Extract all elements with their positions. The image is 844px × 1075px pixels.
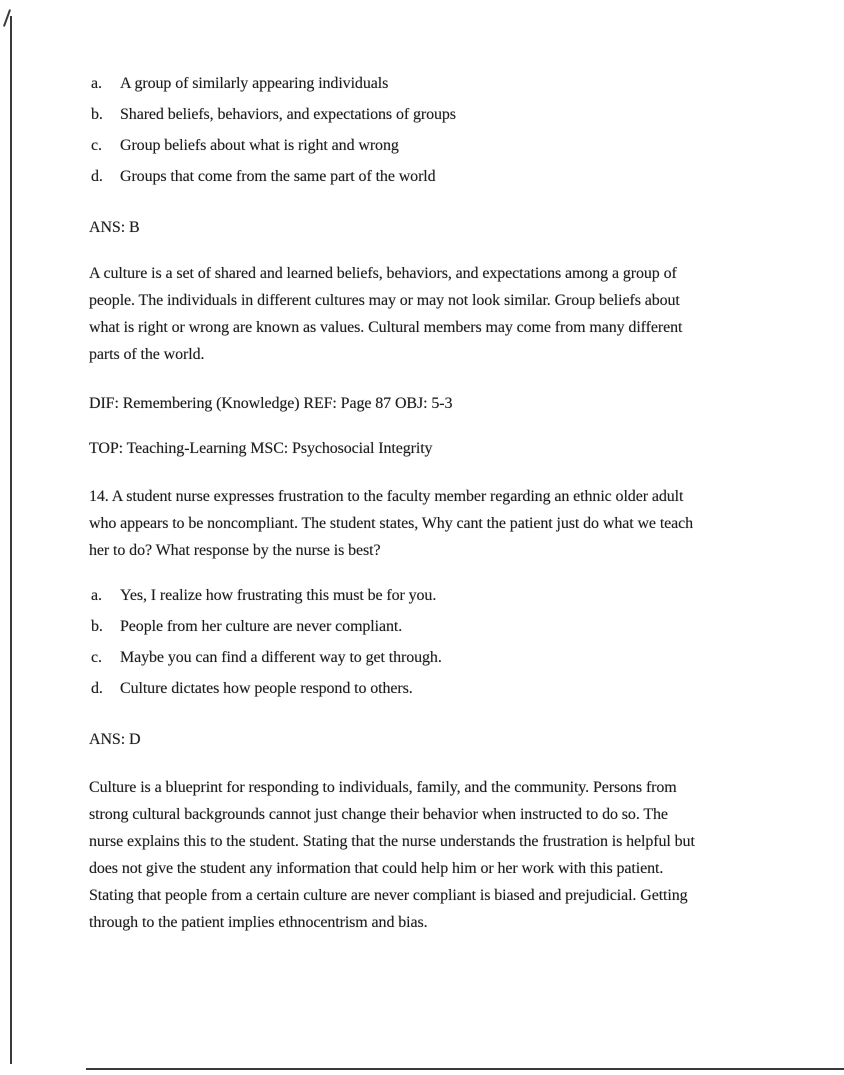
option-marker: a. — [91, 75, 102, 92]
rationale-line: parts of the world. — [89, 346, 205, 363]
option-text: People from her culture are never compliant. — [120, 618, 403, 635]
rationale-line: through to the patient implies ethnocentrism and bias. — [89, 914, 428, 931]
option-row-a — [91, 70, 819, 97]
option-text: Group beliefs about what is right and wrong — [120, 137, 399, 154]
option-row-c — [91, 644, 819, 671]
option-row-c — [91, 132, 819, 159]
scan-artifact-left-border — [10, 16, 12, 1064]
option-row-d — [91, 163, 819, 190]
document-content — [89, 70, 819, 936]
rationale-q14 — [89, 774, 819, 936]
question-14-options — [89, 582, 819, 702]
stem-line: who appears to be noncompliant. The student states, Why cant the patient just do what we teach — [89, 515, 694, 532]
rationale-q13 — [89, 260, 819, 368]
option-marker: d. — [91, 168, 103, 185]
option-marker: b. — [91, 106, 103, 123]
option-text: Culture dictates how people respond to others. — [120, 680, 413, 697]
option-row-b — [91, 101, 819, 128]
option-row-d — [91, 675, 819, 702]
rationale-line: nurse explains this to the student. Stating that the nurse understands the frustration is helpful but — [89, 833, 695, 850]
top-msc-line: TOP: Teaching-Learning MSC: Psychosocial Integrity — [89, 440, 433, 457]
rationale-line: people. The individuals in different cultures may or may not look similar. Group beliefs about — [89, 292, 680, 309]
option-text: A group of similarly appearing individuals — [120, 75, 389, 92]
answer-line-q13: ANS: B — [89, 219, 140, 236]
stem-line: her to do? What response by the nurse is best? — [89, 542, 381, 559]
answer-line-q14: ANS: D — [89, 731, 141, 748]
option-marker: b. — [91, 618, 103, 635]
option-text: Maybe you can find a different way to get through. — [120, 649, 442, 666]
rationale-line: Stating that people from a certain culture are never compliant is biased and prejudicial. Getting — [89, 887, 688, 904]
question-14-stem — [89, 483, 819, 564]
rationale-line: A culture is a set of shared and learned beliefs, behaviors, and expectations among a group of — [89, 265, 677, 282]
option-text: Yes, I realize how frustrating this must be for you. — [120, 587, 437, 604]
option-row-b — [91, 613, 819, 640]
scan-artifact-bottom-border — [86, 1068, 844, 1070]
option-marker: c. — [91, 137, 102, 154]
option-row-a — [91, 582, 819, 609]
option-text: Groups that come from the same part of the world — [120, 168, 436, 185]
option-text: Shared beliefs, behaviors, and expectations of groups — [120, 106, 456, 123]
stem-line: 14. A student nurse expresses frustration to the faculty member regarding an ethnic older adult — [89, 488, 684, 505]
option-marker: a. — [91, 587, 102, 604]
question-13-options — [89, 70, 819, 190]
option-marker: d. — [91, 680, 103, 697]
option-marker: c. — [91, 649, 102, 666]
dif-ref-obj-line: DIF: Remembering (Knowledge) REF: Page 87 OBJ: 5-3 — [89, 395, 453, 412]
rationale-line: does not give the student any information that could help him or her work with this patient. — [89, 860, 664, 877]
rationale-line: Culture is a blueprint for responding to individuals, family, and the community. Persons from — [89, 779, 677, 796]
rationale-line: strong cultural backgrounds cannot just change their behavior when instructed to do so. The — [89, 806, 668, 823]
rationale-line: what is right or wrong are known as values. Cultural members may come from many different — [89, 319, 683, 336]
